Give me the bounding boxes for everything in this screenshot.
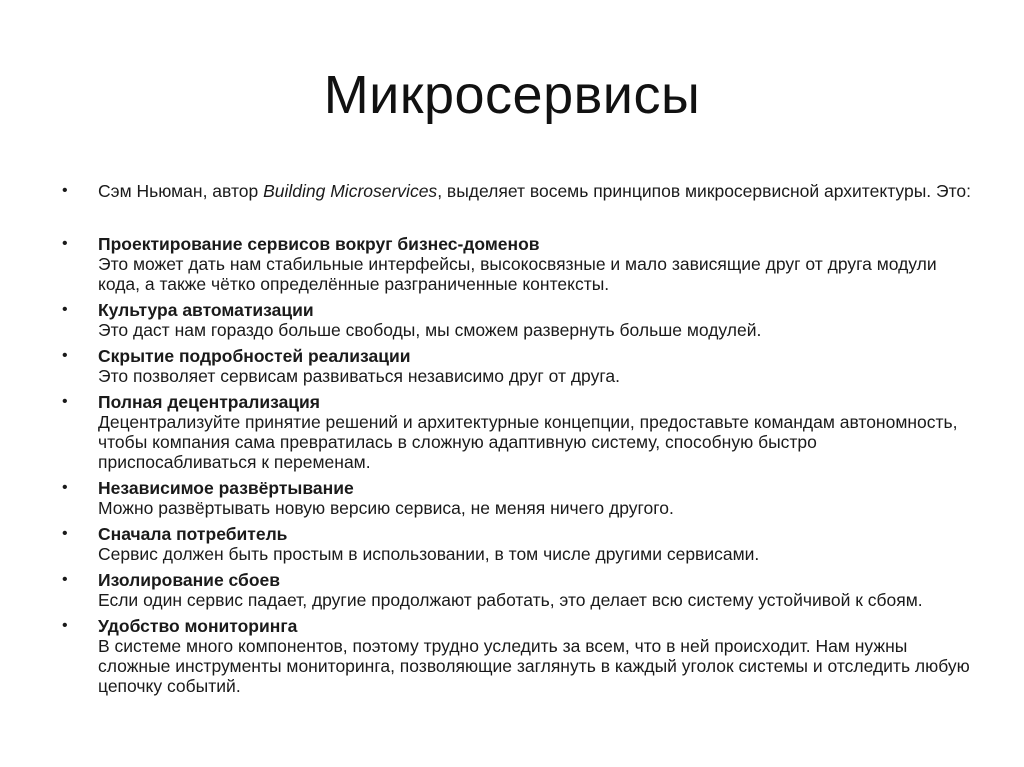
bullet-marker: • — [62, 301, 68, 318]
principle-title: Проектирование сервисов вокруг бизнес-доменов — [98, 234, 540, 254]
intro-text-after: , выделяет восемь принципов микросервисной архитектуры. Это: — [437, 181, 971, 201]
principle-title: Культура автоматизации — [98, 300, 314, 320]
principle-title: Удобство мониторинга — [98, 616, 298, 636]
bullet-marker: • — [62, 571, 68, 588]
principle-description: Если один сервис падает, другие продолжают работать, это делает всю систему устойчивой к сбоям. — [98, 590, 923, 610]
principle-description: Сервис должен быть простым в использовании, в том числе другими сервисами. — [98, 544, 760, 564]
book-title: Building Microservices — [263, 181, 438, 201]
principle-item — [62, 234, 972, 294]
slide-title: Микросервисы — [323, 65, 701, 125]
principle-item — [62, 616, 972, 696]
intro-text — [98, 181, 971, 201]
principle-title: Скрытие подробностей реализации — [98, 346, 411, 366]
principle-title: Изолирование сбоев — [98, 570, 281, 590]
principle-description: Можно развёртывать новую версию сервиса, не меняя ничего другого. — [98, 498, 674, 518]
principle-description: Это даст нам гораздо больше свободы, мы сможем развернуть больше модулей. — [98, 320, 762, 340]
principle-item — [62, 570, 972, 610]
principle-item — [62, 346, 972, 386]
bullet-marker: • — [62, 182, 68, 199]
principle-title: Независимое развёртывание — [98, 478, 354, 498]
principle-description: В системе много компонентов, поэтому трудно уследить за всем, что в ней происходит. Нам нужны сложные инструменты мониторинга, позволяющие заглянуть в каждый уголок системы и отследить любую цепочку событий. — [98, 636, 970, 696]
principle-item — [62, 524, 972, 564]
bullet-marker: • — [62, 393, 68, 410]
bullet-marker: • — [62, 617, 68, 634]
principle-title: Полная децентрализация — [98, 392, 321, 412]
principle-description: Это позволяет сервисам развиваться независимо друг от друга. — [98, 366, 620, 386]
bullet-marker: • — [62, 347, 68, 364]
principles-list — [62, 234, 972, 696]
principle-description: Децентрализуйте принятие решений и архитектурные концепции, предоставьте командам автономность, чтобы компания сама превратилась в сложную адаптивную систему, способную быстро приспосабливаться к переменам. — [98, 412, 958, 472]
principle-item — [62, 478, 972, 518]
principle-item — [62, 300, 972, 340]
principle-description: Это может дать нам стабильные интерфейсы, высокосвязные и мало зависящие друг от друга модули кода, а также чётко определённые разграниченные контексты. — [98, 254, 937, 294]
intro-paragraph — [62, 181, 972, 201]
bullet-marker: • — [62, 235, 68, 252]
intro-text-before: Сэм Ньюман, автор — [98, 181, 264, 201]
bullet-marker: • — [62, 525, 68, 542]
bullet-marker: • — [62, 479, 68, 496]
principle-title: Сначала потребитель — [98, 524, 288, 544]
principle-item — [62, 392, 972, 472]
slide-content — [62, 181, 972, 702]
